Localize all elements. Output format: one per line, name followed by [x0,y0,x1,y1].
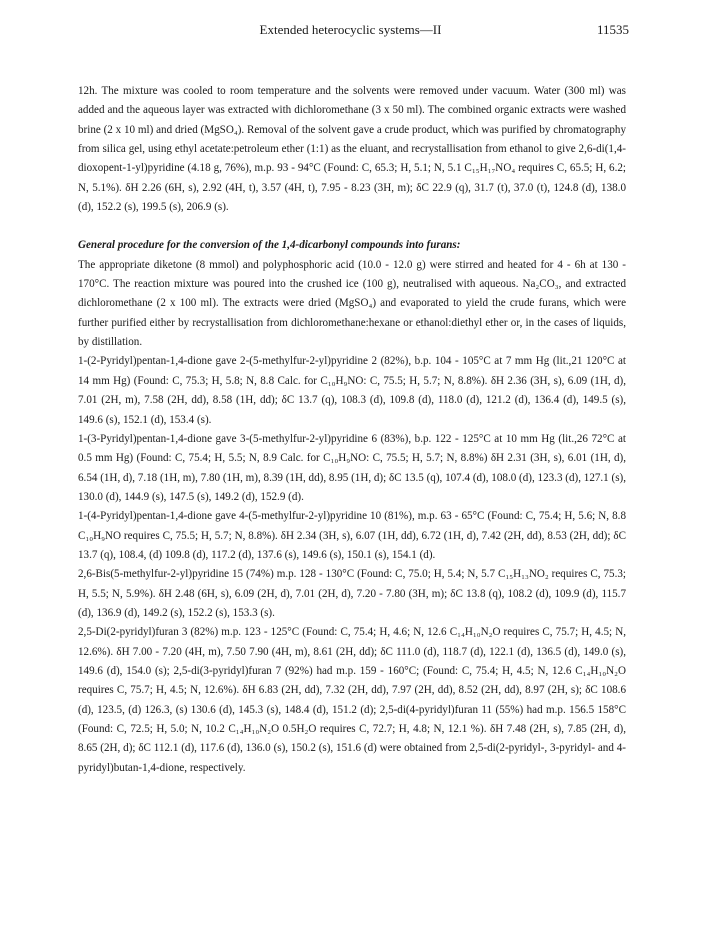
paragraph-compound-6: 1-(3-Pyridyl)pentan-1,4-dione gave 3-(5-methylfur-2-yl)pyridine 6 (83%), b.p. 122 - 125°C at 10 mm Hg (lit.,26 72°C at 0.5 mm Hg) (Found: C, 75.4; H, 5.5; N, 8.9 Calc. for C₁₀H₉NO: C, 75.5; H, 5.7; N, 8.8%) δH 2.31 (3H, s), 6.01 (1H, d), 6.54 (1H, d), 7.18 (1H, m), 7.80 (1H, m), 8.39 (1H, dd), 8.95 (1H, d); δC 13.5 (q), 107.4 (d), 108.0 (d), 123.3 (d), 127.1 (s), 130.0 (d), 144.9 (s), 147.5 (s), 149.2 (d), 152.9 (d). [78,432,626,503]
paragraph-compound-2: 1-(2-Pyridyl)pentan-1,4-dione gave 2-(5-methylfur-2-yl)pyridine 2 (82%), b.p. 104 - 105°C at 7 mm Hg (lit.,21 120°C at 14 mm Hg) (Found: C, 75.3; H, 5.8; N, 8.8 Calc. for C₁₀H₉NO: C, 75.5; H, 5.7; N, 8.8%). δH 2.36 (3H, s), 6.09 (1H, d), 7.01 (2H, m), 7.58 (2H, dd), 8.58 (1H, dd); δC 13.7 (q), 108.3 (d), 109.8 (d), 118.0 (d), 121.2 (d), 136.4 (d), 149.5 (s), 149.6 (s), 152.1 (d), 153.4 (s). [78,355,626,426]
running-head [0,22,701,42]
running-title: Extended heterocyclic systems—II [259,22,442,37]
section-heading: General procedure for the conversion of the 1,4-dicarbonyl compounds into furans: [78,239,461,252]
body-text [78,82,626,778]
paragraph-workup: 12h. The mixture was cooled to room temperature and the solvents were removed under vacuum. Water (300 ml) was added and the aqueous layer was extracted with dichloromethane (3 x 50 ml). The combined organic extracts were washed brine (2 x 10 ml) and dried (MgSO₄). Removal of the solvent gave a crude product, which was purified by chromatography from silica gel, using ethyl acetate:petroleum ether (1:1) as the eluant, and recrystallisation from ethanol to give 2,6-di(1,4-dioxopent-1-yl)pyridine (4.18 g, 76%), m.p. 93 - 94°C (Found: C, 65.3; H, 5.1; N, 5.1 C₁₅H₁₇NO₄ requires C, 65.5; H, 6.2; N, 5.1%). δH 2.26 (6H, s), 2.92 (4H, t), 3.57 (4H, t), 7.95 - 8.23 (3H, m); δC 22.9 (q), 31.7 (t), 37.0 (t), 124.8 (d), 138.0 (d), 152.2 (s), 199.5 (s), 206.9 (s). [78,85,626,214]
paragraph-compound-10: 1-(4-Pyridyl)pentan-1,4-dione gave 4-(5-methylfur-2-yl)pyridine 10 (81%), m.p. 63 - 65°C (Found: C, 75.4; H, 5.6; N, 8.8 C₁₀H₉NO requires C, 75.5; H, 5.7; N, 8.8%). δH 2.34 (3H, s), 6.07 (1H, dd), 6.72 (1H, d), 7.42 (2H, dd), 8.53 (2H, dd); δC 13.7 (q), 108.4, (d) 109.8 (d), 117.2 (d), 137.6 (s), 149.6 (s), 150.1 (s), 154.1 (d). [78,510,626,561]
paragraph-compound-15: 2,6-Bis(5-methylfur-2-yl)pyridine 15 (74%) m.p. 128 - 130°C (Found: C, 75.0; H, 5.4; N, 5.7 C₁₅H₁₃NO₂ requires C, 75.3; H, 5.5; N, 5.9%). δH 2.48 (6H, s), 6.09 (2H, d), 7.01 (2H, d), 7.20 - 7.80 (3H, m); δC 13.8 (q), 108.2 (d), 109.9 (d), 115.7 (d), 136.9 (d), 149.2 (s), 152.2 (s), 153.3 (s). [78,568,626,619]
page-number: 11535 [596,22,629,37]
paragraph-gap [78,217,626,236]
paragraph-compounds-3-7-11: 2,5-Di(2-pyridyl)furan 3 (82%) m.p. 123 - 125°C (Found: C, 75.4; H, 4.6; N, 12.6 C₁₄H₁₀N₂O requires C, 75.7; H, 4.5; N, 12.6%). δH 7.00 - 7.20 (4H, m), 7.50 7.90 (4H, m), 8.61 (2H, dd); δC 111.0 (d), 118.7 (d), 122.1 (d), 136.5 (d), 149.0 (s), 149.6 (d), 154.0 (s); 2,5-di(3-pyridyl)furan 7 (92%) had m.p. 159 - 160°C; (Found: C, 75.4; H, 4.5; N, 12.6 C₁₄H₁₀N₂O requires C, 75.7; H, 4.5; N, 12.6%). δH 6.83 (2H, dd), 7.32 (2H, dd), 7.97 (2H, dd), 8.52 (2H, dd), 8.97 (2H, s); δC 108.6 (d), 123.5, (d) 126.3, (s) 130.6 (d), 145.3 (s), 148.4 (d), 151.2 (d); 2,5-di(4-pyridyl)furan 11 (55%) had m.p. 156.5 158°C (Found: C, 72.5; H, 5.0; N, 10.2 C₁₄H₁₀N₂O 0.5H₂O requires C, 72.7; H, 4.8; N, 12.1 %). δH 7.48 (2H, s), 7.85 (2H, d), 8.65 (2H, d); δC 112.1 (d), 117.6 (d), 136.0 (s), 150.2 (s), 151.6 (d) were obtained from 2,5-di(2-pyridyl-, 3-pyridyl- and 4-pyridyl)butan-1,4-dione, respectively. [78,626,626,774]
paragraph-procedure: The appropriate diketone (8 mmol) and polyphosphoric acid (10.0 - 12.0 g) were stirred and heated for 4 - 6h at 130 - 170°C. The reaction mixture was poured into the crushed ice (100 g), neutralised with aqueous. Na₂CO₃, and extracted dichloromethane (2 x 100 ml). The extracts were dried (MgSO₄) and evaporated to yield the crude furans, which were further purified either by recrystallisation from dichloromethane:hexane or ethanol:diethyl ether or, in the cases of liquids, by distillation. [78,258,626,349]
